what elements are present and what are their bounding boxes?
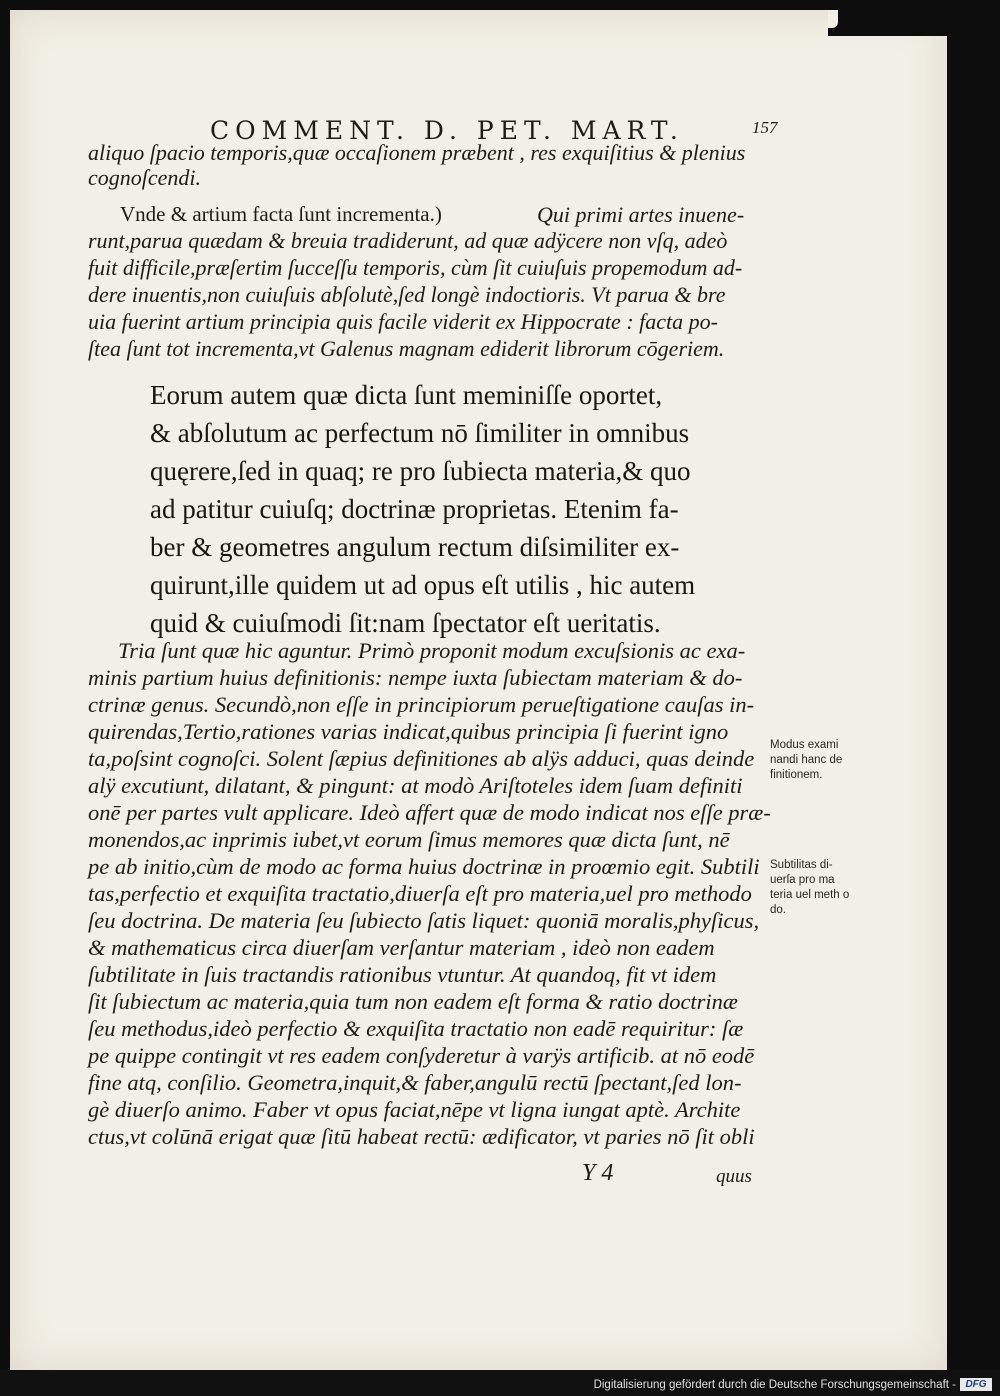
marginal-note-line: do. — [770, 904, 786, 916]
text-line: Tria ſunt quæ hic aguntur. Primò proponit modum excuſsionis ac exa- — [118, 638, 746, 663]
text-line: fine atq, conſilio. Geometra,inquit,& faber,angulū rectū ſpectant,ſed lon- — [88, 1070, 742, 1095]
text-line: dere inuentis,non cuiuſuis abſolutè,ſed longè indoctioris. Vt parua & bre — [88, 282, 726, 307]
text-line: monendos,ac inprimis iubet,vt eorum ſimus memores quæ dicta ſunt, nē — [88, 827, 730, 852]
marginal-note-line: Subtilitas di- — [770, 859, 833, 871]
marginal-note — [770, 738, 870, 783]
signature-mark: Y 4 — [582, 1160, 614, 1186]
text-line: quęrere,ſed in quaq; re pro ſubiecta materia,& quo — [150, 456, 691, 486]
lemma-heading: Vnde & artium facta ſunt incrementa.) — [120, 202, 442, 226]
text-line: aliquo ſpacio temporis,quæ occaſionem præbent , res exquiſitius & plenius — [88, 140, 746, 165]
text-line: ta,poſsint cognoſci. Solent ſæpius definitiones ab alÿs adduci, quas deinde — [88, 746, 755, 771]
dfg-logo: DFG — [960, 1378, 992, 1391]
funding-notice: Digitalisierung gefördert durch die Deutsche Forschungsgemeinschaft - — [593, 1379, 956, 1391]
marginal-note-line: teria uel meth o — [770, 889, 850, 901]
text-line: Eorum autem quæ dicta ſunt meminiſſe oportet, — [150, 380, 663, 410]
marginal-note-line: nandi hanc de — [770, 754, 843, 766]
text-line: quirunt,ille quidem ut ad opus eſt utilis , hic autem — [150, 570, 696, 600]
catchword: quus — [716, 1166, 752, 1187]
text-line: ctrinæ genus. Secundò,non eſſe in principiorum perueſtigatione cauſas in- — [88, 692, 755, 717]
text-line: ſubtilitate in ſuis tractandis rationibus vtuntur. At quandoq, fit vt idem — [88, 962, 717, 987]
text-line: & mathematicus circa diuerſam verſantur materiam , ideò non eadem — [88, 935, 715, 960]
book-page — [10, 10, 947, 1370]
text-line: & abſolutum ac perfectum nō ſimiliter in omnibus — [150, 418, 690, 448]
text-line: pe ab initio,cùm de modo ac forma huius doctrinæ in proœmio egit. Subtili — [88, 854, 760, 879]
page-edge-cutout — [828, 10, 950, 36]
text-line: ſit ſubiectum ac materia,quia tum non eadem eſt forma & ratio doctrinæ — [88, 989, 738, 1014]
text-line: ad patitur cuiuſq; doctrinæ proprietas. Etenim fa- — [150, 494, 679, 524]
text-line: ſtea ſunt tot incrementa,vt Galenus magnam ediderit librorum cōgeriem. — [88, 336, 725, 361]
text-line: onē per partes vult applicare. Ideò affert quæ de modo indicat nos eſſe præ- — [88, 800, 771, 825]
footer-bar — [0, 1370, 1000, 1396]
text-line: quid & cuiuſmodi ſit:nam ſpectator eſt ueritatis. — [150, 608, 661, 638]
text-line: cognoſcendi. — [88, 165, 202, 190]
text-line: quirendas,Tertio,rationes varias indicat,quibus principia ſi fuerint igno — [88, 719, 729, 744]
text-line: minis partium huius definitionis: nempe iuxta ſubiectam materiam & do- — [88, 665, 743, 690]
marginal-note-line: Modus exami — [770, 739, 839, 751]
folio-number: 157 — [752, 118, 778, 137]
text-line: uia fuerint artium principia quis facile viderit ex Hippocrate : facta po- — [88, 309, 718, 334]
running-head: COMMENT. D. PET. MART. — [210, 116, 684, 145]
text-line: runt,parua quædam & breuia tradiderunt, ad quæ adÿcere non vſq, adeò — [88, 228, 728, 253]
text-line: Qui primi artes inuene- — [537, 202, 745, 227]
text-line: ber & geometres angulum rectum diſsimiliter ex- — [150, 532, 680, 562]
text-line: ſeu methodus,ideò perfectio & exquiſita tractatio non eadē requiritur: ſæ — [88, 1016, 744, 1041]
marginal-note — [770, 858, 870, 918]
text-line: gè diuerſo animo. Faber vt opus faciat,nēpe vt ligna iungat aptè. Archite — [88, 1097, 741, 1122]
text-line: alÿ excutiunt, dilatant, & pingunt: at modò Ariſtoteles idem ſuam definiti — [88, 773, 743, 798]
text-line: ctus,vt colūnā erigat quæ ſitū habeat rectū: ædificator, vt paries nō ſit obli — [88, 1124, 755, 1149]
text-line: tas,perfectio et exquiſita tractatio,diuerſa eſt pro materia,uel pro methodo — [88, 881, 752, 906]
marginal-note-line: finitionem. — [770, 769, 823, 781]
text-line: pe quippe contingit vt res eadem conſyderetur à varÿs artificib. at nō eodē — [88, 1043, 755, 1068]
marginal-note-line: uerſa pro ma — [770, 874, 835, 886]
text-line: ſeu doctrina. De materia ſeu ſubiecto ſatis liquet: quoniā moralis,phyſicus, — [88, 908, 760, 933]
page-corner — [828, 10, 838, 28]
text-line: fuit difficile,præſertim ſucceſſu temporis, cùm ſit cuiuſuis propemodum ad- — [88, 255, 743, 280]
